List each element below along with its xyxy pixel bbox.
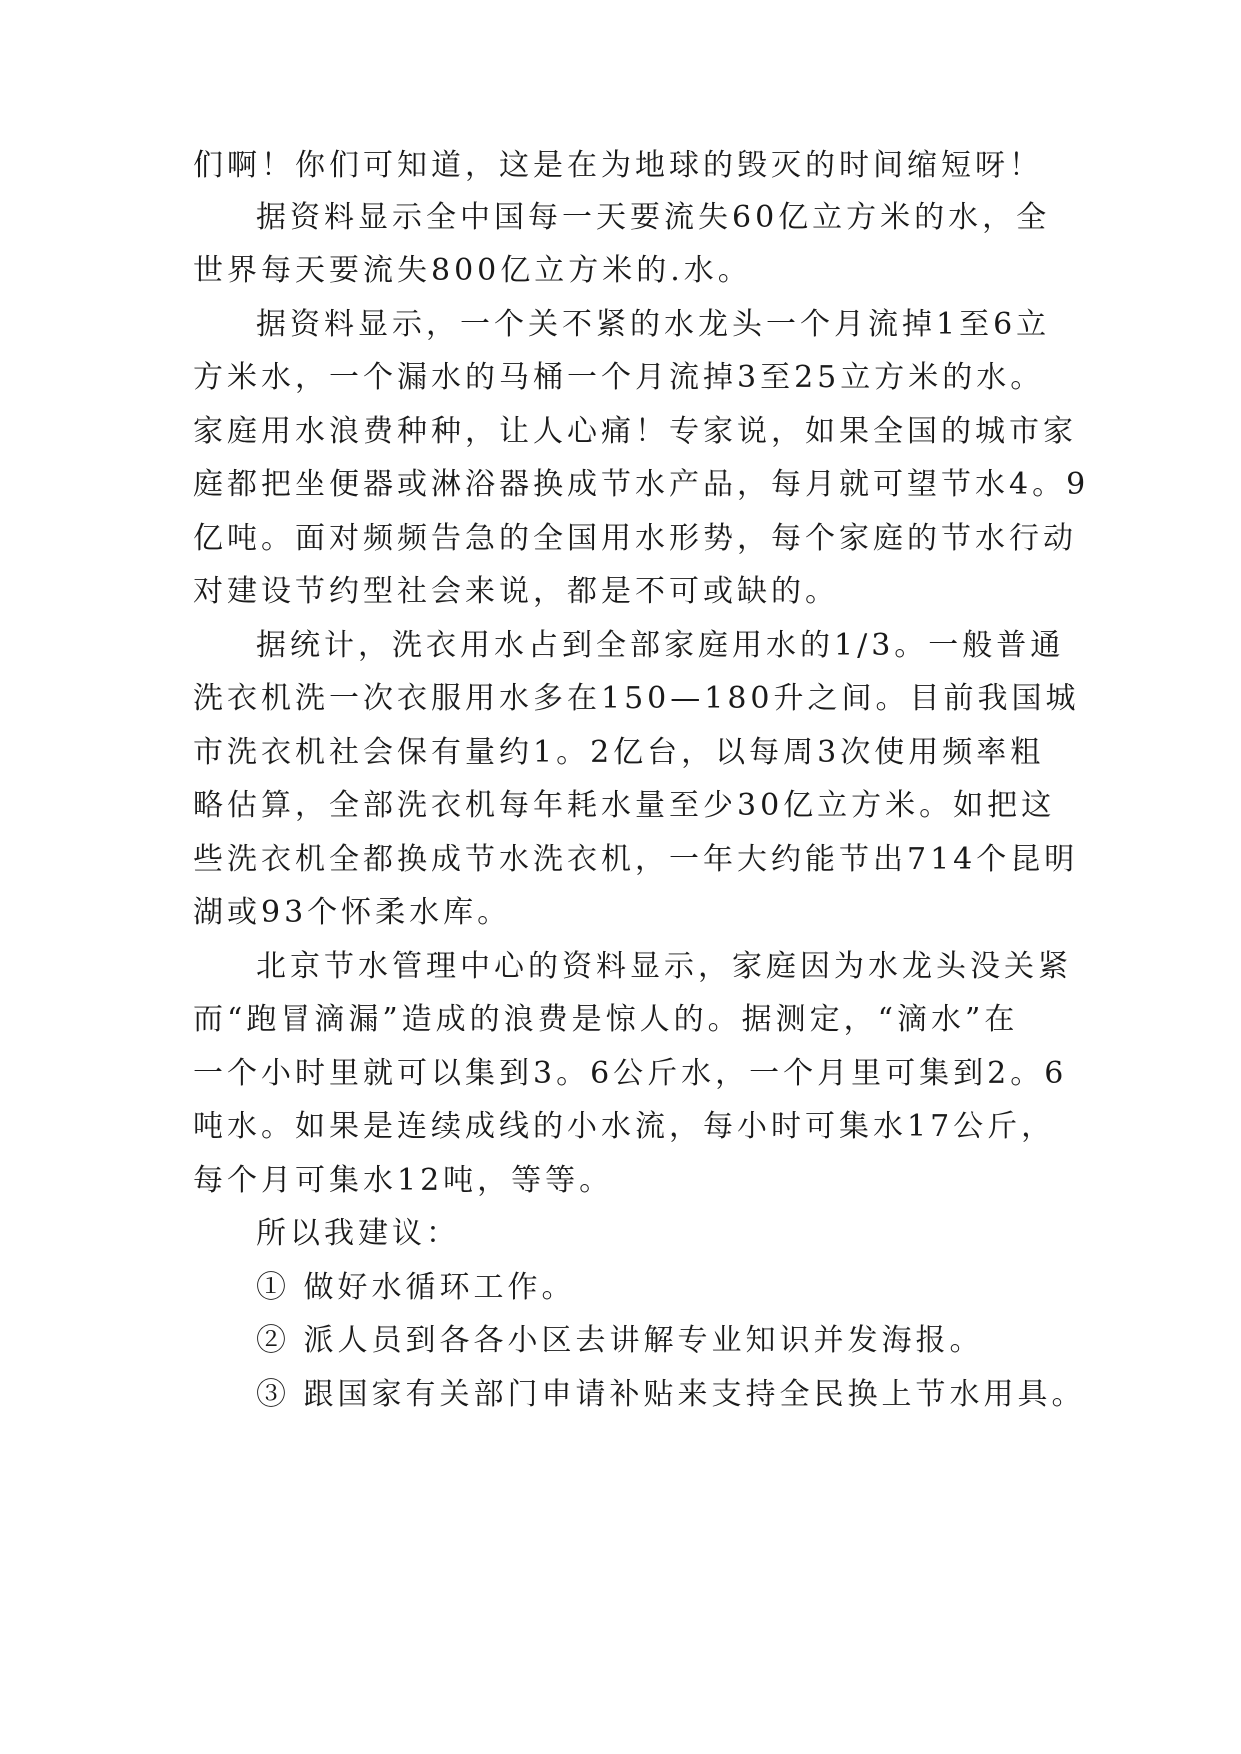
paragraph-line: 家庭用水浪费种种，让人心痛！专家说，如果全国的城市家: [193, 414, 1077, 449]
paragraph-line: 据资料显示全中国每一天要流失60亿立方米的水，全: [256, 200, 1051, 235]
paragraph-line: 吨水。如果是连续成线的小水流，每小时可集水17公斤，: [193, 1109, 1056, 1144]
paragraph-line: 而“跑冒滴漏”造成的浪费是惊人的。据测定，“滴水”在: [193, 1002, 1019, 1037]
paragraph-line: 对建设节约型社会来说，都是不可或缺的。: [193, 574, 839, 609]
paragraph-line: 亿吨。面对频频告急的全国用水形势，每个家庭的节水行动: [193, 521, 1077, 556]
list-item: ① 做好水循环工作。: [256, 1270, 576, 1305]
paragraph-line: 北京节水管理中心的资料显示，家庭因为水龙头没关紧: [256, 949, 1072, 984]
paragraph-line: 所以我建议：: [256, 1216, 460, 1251]
paragraph-line: 湖或93个怀柔水库。: [193, 895, 512, 930]
paragraph-line: 略估算，全部洗衣机每年耗水量至少30亿立方米。如把这: [193, 788, 1056, 823]
list-item: ③ 跟国家有关部门申请补贴来支持全民换上节水用具。: [256, 1377, 1086, 1412]
paragraph-line: 们啊！你们可知道，这是在为地球的毁灭的时间缩短呀！: [193, 148, 1043, 183]
paragraph-line: 世界每天要流失800亿立方米的.水。: [193, 253, 752, 288]
paragraph-line: 据资料显示，一个关不紧的水龙头一个月流掉1至6立: [256, 307, 1051, 342]
paragraph-line: 庭都把坐便器或淋浴器换成节水产品，每月就可望节水4。9: [193, 467, 1090, 502]
paragraph-line: 一个小时里就可以集到3。6公斤水，一个月里可集到2。6: [193, 1056, 1068, 1091]
paragraph-line: 市洗衣机社会保有量约1。2亿台，以每周3次使用频率粗: [193, 735, 1045, 770]
paragraph-line: 每个月可集水12吨，等等。: [193, 1163, 614, 1198]
paragraph-line: 洗衣机洗一次衣服用水多在150—180升之间。目前我国城: [193, 681, 1080, 716]
paragraph-line: 些洗衣机全都换成节水洗衣机，一年大约能节出714个昆明: [193, 842, 1079, 877]
list-item: ② 派人员到各各小区去讲解专业知识并发海报。: [256, 1323, 984, 1358]
paragraph-line: 据统计，洗衣用水占到全部家庭用水的1/3。一般普通: [256, 628, 1065, 663]
paragraph-line: 方米水，一个漏水的马桶一个月流掉3至25立方米的水。: [193, 360, 1045, 395]
